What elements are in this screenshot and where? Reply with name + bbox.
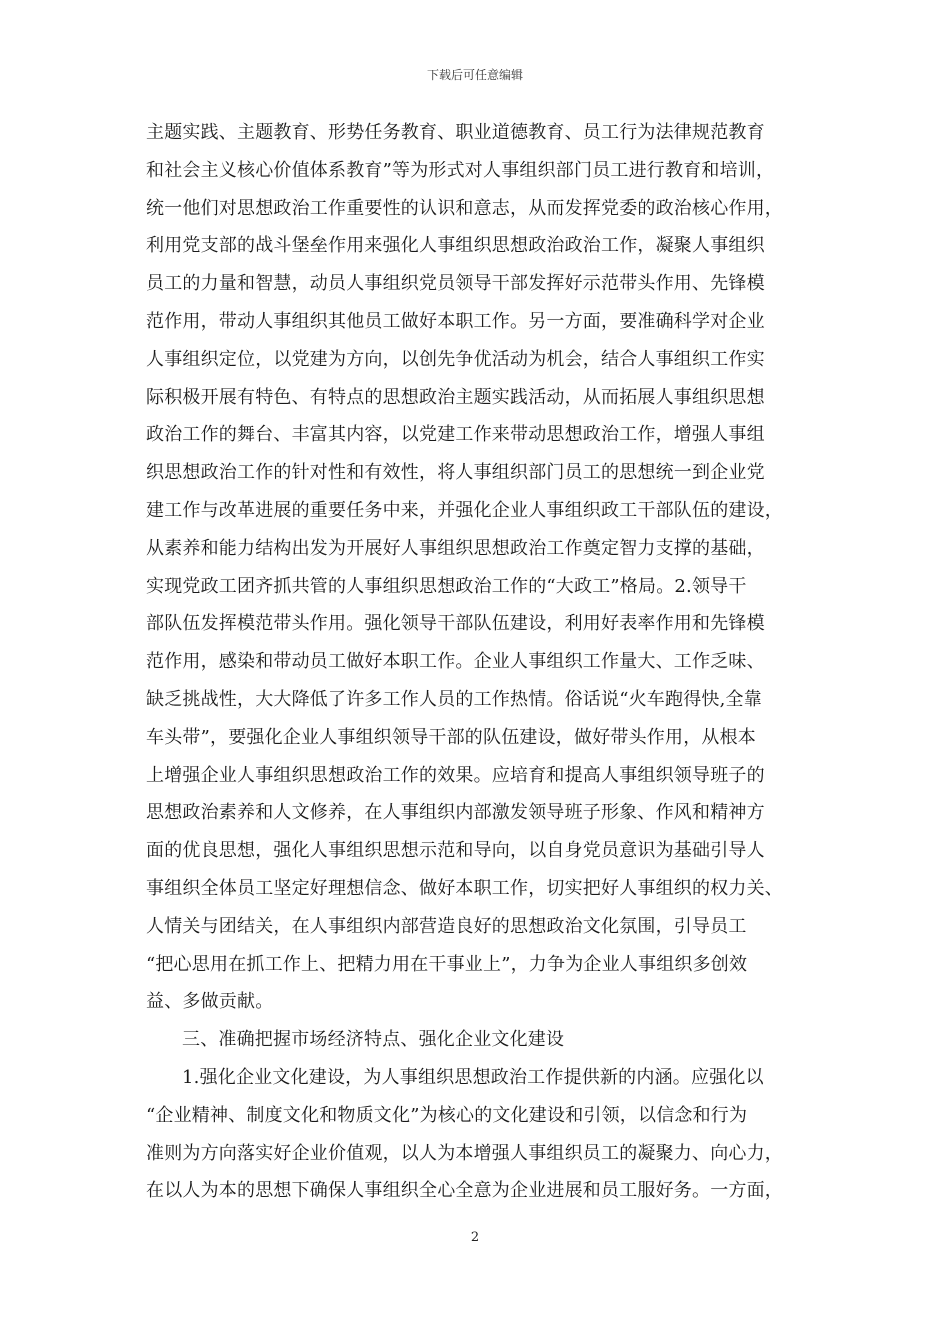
text-line: 上增强企业人事组织思想政治工作的效果。应培育和提高人事组织领导班子的 bbox=[146, 764, 765, 786]
text-line: 织思想政治工作的针对性和有效性，将人事组织部门员工的思想统一到企业党 bbox=[146, 462, 765, 484]
page-header: 下载后可任意编辑 bbox=[426, 68, 523, 82]
text-line: 在以人为本的思想下确保人事组织全心全意为企业进展和员工服好务。一方面， bbox=[146, 1180, 783, 1202]
text-line: 际积极开展有特色、有特点的思想政治主题实践活动，从而拓展人事组织思想 bbox=[146, 386, 765, 408]
section-heading: 三、准确把握市场经济特点、强化企业文化建设 bbox=[182, 1029, 565, 1051]
text-line: 部队伍发挥模范带头作用。强化领导干部队伍建设，利用好表率作用和先锋模 bbox=[146, 613, 765, 635]
text-line: 车头带”，要强化企业人事组织领导干部的队伍建设，做好带头作用，从根本 bbox=[146, 726, 756, 748]
text-line: 面的优良思想，强化人事组织思想示范和导向，以自身党员意识为基础引导人 bbox=[146, 840, 765, 862]
text-line: 实现党政工团齐抓共管的人事组织思想政治工作的“大政工”格局。2.领导干 bbox=[146, 575, 747, 597]
text-line: “企业精神、制度文化和物质文化”为核心的文化建设和引领，以信念和行为 bbox=[146, 1104, 748, 1126]
text-line: 和社会主义核心价值体系教育”等为形式对人事组织部门员工进行教育和培训， bbox=[146, 159, 775, 181]
text-line: 缺乏挑战性，大大降低了许多工作人员的工作热情。俗话说“火车跑得快,全靠 bbox=[146, 688, 762, 710]
text-line: 员工的力量和智慧，动员人事组织党员领导干部发挥好示范带头作用、先锋模 bbox=[146, 273, 765, 295]
text-line: 政治工作的舞台、丰富其内容，以党建工作来带动思想政治工作，增强人事组 bbox=[146, 424, 765, 446]
text-line: 益、多做贡献。 bbox=[146, 991, 274, 1013]
text-line: 范作用，感染和带动员工做好本职工作。企业人事组织工作量大、工作乏味、 bbox=[146, 651, 765, 673]
text-line: 事组织全体员工坚定好理想信念、做好本职工作，切实把好人事组织的权力关、 bbox=[146, 877, 783, 899]
text-line: 统一他们对思想政治工作重要性的认识和意志，从而发挥党委的政治核心作用， bbox=[146, 197, 783, 219]
text-line: 1.强化企业文化建设，为人事组织思想政治工作提供新的内涵。应强化以 bbox=[182, 1066, 764, 1088]
page-number: 2 bbox=[470, 1230, 480, 1245]
text-line: 从素养和能力结构出发为开展好人事组织思想政治工作奠定智力支撑的基础， bbox=[146, 537, 765, 559]
text-line: “把心思用在抓工作上、把精力用在干事业上”，力争为企业人事组织多创效 bbox=[146, 953, 748, 975]
text-line: 人事组织定位，以党建为方向，以创先争优活动为机会，结合人事组织工作实 bbox=[146, 348, 765, 370]
text-line: 准则为方向落实好企业价值观，以人为本增强人事组织员工的凝聚力、向心力， bbox=[146, 1142, 783, 1164]
text-line: 人情关与团结关，在人事组织内部营造良好的思想政治文化氛围，引导员工 bbox=[146, 915, 747, 937]
text-line: 利用党支部的战斗堡垒作用来强化人事组织思想政治政治工作，凝聚人事组织 bbox=[146, 235, 765, 257]
text-line: 范作用，带动人事组织其他员工做好本职工作。另一方面，要准确科学对企业 bbox=[146, 310, 765, 332]
document-body bbox=[146, 114, 810, 1210]
text-line: 建工作与改革进展的重要任务中来，并强化企业人事组织政工干部队伍的建设， bbox=[146, 499, 783, 521]
text-line: 主题实践、主题教育、形势任务教育、职业道德教育、员工行为法律规范教育 bbox=[146, 122, 765, 143]
text-line: 思想政治素养和人文修养，在人事组织内部激发领导班子形象、作风和精神方 bbox=[146, 802, 765, 824]
